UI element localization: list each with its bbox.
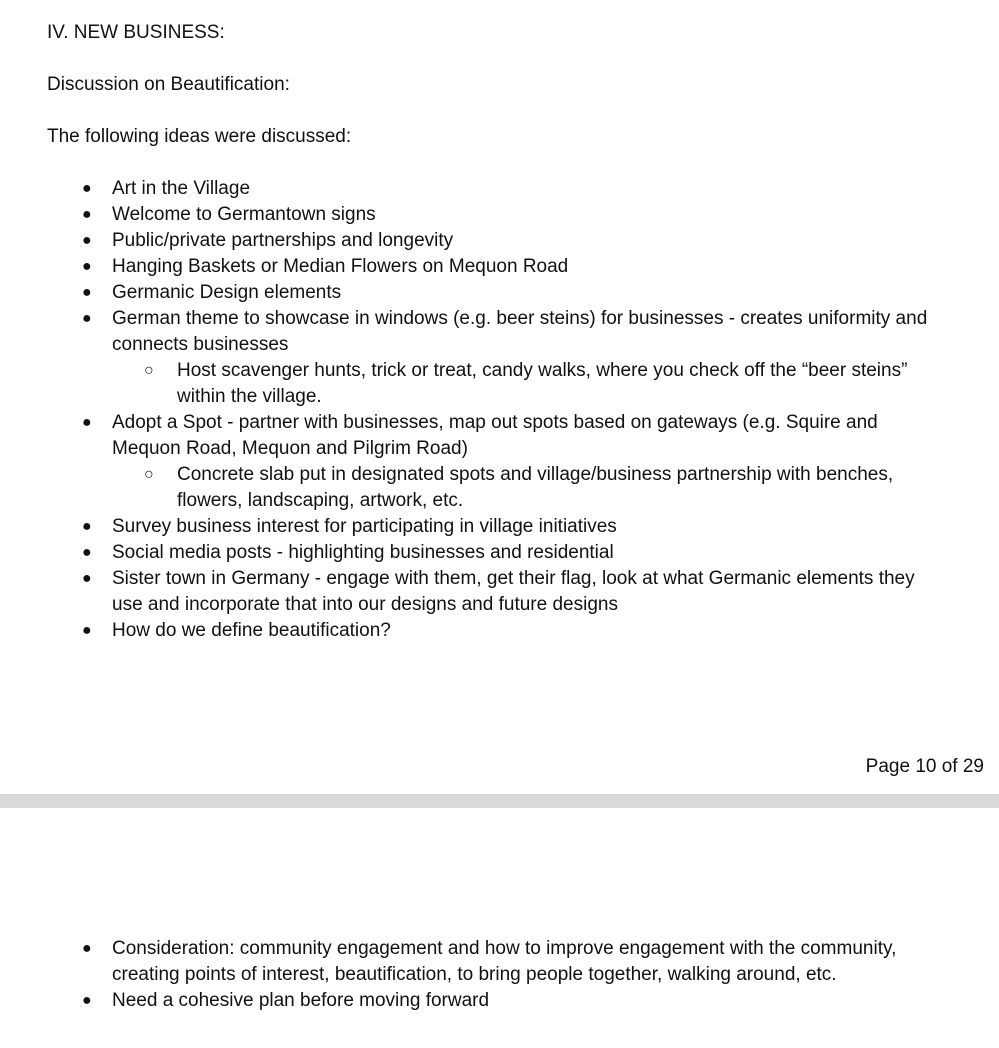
list-item-text: How do we define beautification?	[112, 620, 391, 641]
list-item-text: Welcome to Germantown signs	[112, 204, 376, 225]
sub-list-item	[144, 462, 947, 514]
list-item-text: Social media posts - highlighting businesses and residential	[112, 542, 614, 563]
sub-list-item	[144, 358, 947, 410]
list-item	[82, 514, 947, 540]
list-item	[82, 202, 947, 228]
bullet-icon: ●	[82, 180, 92, 197]
bullet-icon: ●	[82, 622, 92, 639]
bullet-icon: ●	[82, 414, 92, 431]
list-item	[82, 566, 947, 618]
list-item-text: Consideration: community engagement and how to improve engagement with the community, creating points of interest, beautification, to bring people together, walking around, etc.	[112, 938, 897, 985]
list-item	[82, 540, 947, 566]
list-item	[82, 618, 947, 644]
list-item-text: German theme to showcase in windows (e.g. beer steins) for businesses - creates uniformity and connects businesses	[112, 308, 928, 355]
sub-list	[112, 462, 947, 514]
list-item	[82, 176, 947, 202]
page-content	[47, 936, 947, 1014]
list-item-text: Need a cohesive plan before moving forward	[112, 990, 490, 1011]
list-item-text: Germanic Design elements	[112, 282, 342, 303]
list-item	[82, 254, 947, 280]
list-item	[82, 280, 947, 306]
list-item	[82, 410, 947, 514]
bullet-icon: ●	[82, 570, 92, 587]
list-item-text: Survey business interest for participating in village initiatives	[112, 516, 617, 537]
sub-bullet-icon: ○	[144, 466, 154, 483]
sub-list-item-text: Host scavenger hunts, trick or treat, candy walks, where you check off the “beer steins” within the village.	[177, 360, 908, 407]
list-item	[82, 936, 947, 988]
sub-bullet-icon: ○	[144, 362, 154, 379]
page-separator	[0, 794, 999, 808]
considerations-list	[47, 936, 947, 1014]
bullet-icon: ●	[82, 310, 92, 327]
sub-list-item-text: Concrete slab put in designated spots and village/business partnership with benches, flowers, landscaping, artwork, etc.	[177, 464, 894, 511]
bullet-icon: ●	[82, 284, 92, 301]
document-page-11	[0, 808, 999, 1048]
list-item-text: Hanging Baskets or Median Flowers on Mequon Road	[112, 256, 569, 277]
ideas-list	[47, 176, 947, 644]
list-item-text: Art in the Village	[112, 178, 251, 199]
list-item-text: Adopt a Spot - partner with businesses, map out spots based on gateways (e.g. Squire and Mequon Road, Mequon and Pilgrim Road)	[112, 412, 878, 459]
list-item	[82, 306, 947, 410]
bullet-icon: ●	[82, 992, 92, 1009]
bullet-icon: ●	[82, 518, 92, 535]
bullet-icon: ●	[82, 206, 92, 223]
section-heading: IV. NEW BUSINESS:	[47, 22, 225, 43]
list-item	[82, 228, 947, 254]
list-item-text: Sister town in Germany - engage with them, get their flag, look at what Germanic elements they use and incorporate that into our designs and future designs	[112, 568, 915, 615]
bullet-icon: ●	[82, 258, 92, 275]
page-number: Page 10 of 29	[865, 756, 984, 777]
bullet-icon: ●	[82, 232, 92, 249]
bullet-icon: ●	[82, 940, 92, 957]
discussion-title: Discussion on Beautification:	[47, 74, 290, 95]
intro-text: The following ideas were discussed:	[47, 126, 352, 147]
list-item-text: Public/private partnerships and longevity	[112, 230, 454, 251]
list-item	[82, 988, 947, 1014]
sub-list	[112, 358, 947, 410]
bullet-icon: ●	[82, 544, 92, 561]
page-content	[47, 20, 947, 644]
